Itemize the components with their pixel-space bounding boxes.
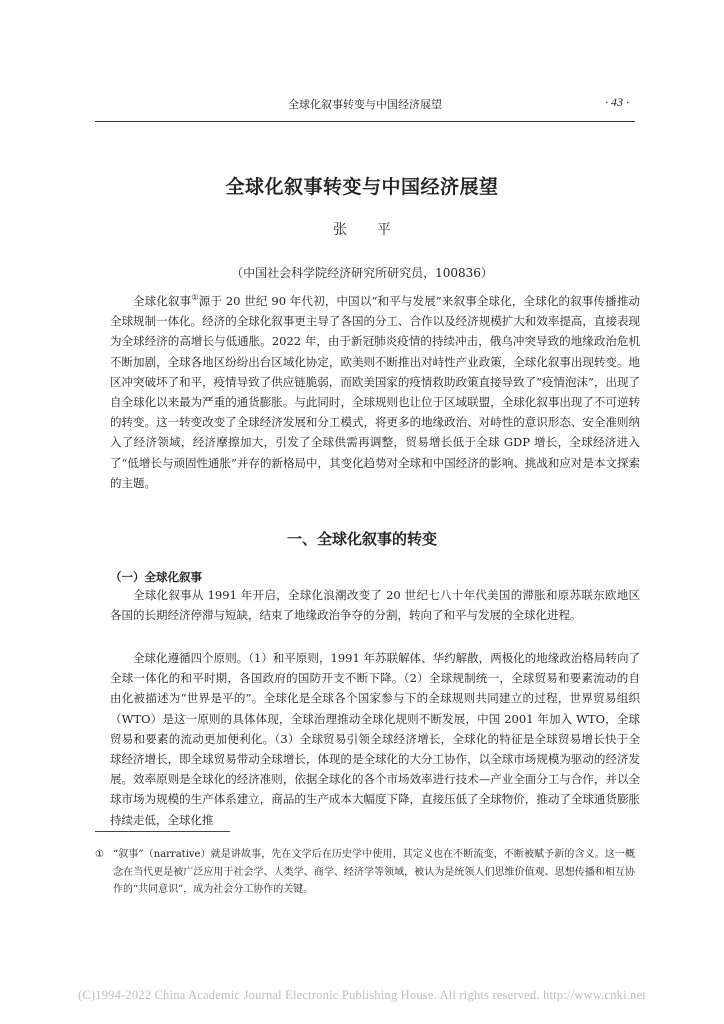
footnote	[95, 846, 635, 899]
body-paragraph: 全球化遵循四个原则。（1）和平原则，1991 年苏联解体、华约解散，两极化的地缘政治格局转向了全球一体化的和平时期，各国政府的国防开支不断下降。（2）全球规制统一，全球贸易和要素流动的自由化被描述为“世界是平的”。全球化是全球各个国家参与下的全球规则共同建立的过程，世界贸易组织（WTO）是这一原则的具体体现，全球治理推动全球化规则不断发展，中国 2001 年加入 WTO，全球贸易和要素的流动更加便利化。（3）全球贸易引领全球经济增长，全球化的特征是全球贸易增长快于全球经济增长，即全球贸易带动全球增长，体现的是全球化的大分工协作，以全球市场规模为驱动的经济发展。效率原则是全球化的经济准则，依据全球化的各个市场效率进行技术—产业全面分工与合作，并以全球市场为规模的生产体系建立，商品的生产成本大幅度下降，直接压低了全球物价，推动了全球通货膨胀持续走低，全球化推	[110, 651, 640, 827]
intro-paragraph	[110, 291, 640, 493]
paper-title: 全球化叙事转变与中国经济展望	[225, 176, 499, 198]
running-header	[95, 96, 635, 116]
page-number: · 43 ·	[605, 95, 629, 109]
footnote-text: “叙事”（narrative）就是讲故事，先在文学后在历史学中使用，其定义也在不断流变，不断被赋予新的含义。这一概念在当代更是被广泛应用于社会学、人类学、商学、经济学等领域，被认为是统领人们思维价值观、思想传播和相互协作的“共同意识”，成为社会分工协作的关键。	[113, 849, 635, 895]
subsection-heading: （一）全球化叙事	[110, 570, 202, 584]
running-title: 全球化叙事转变与中国经济展望	[288, 98, 442, 111]
footnote-reference[interactable]: ①	[191, 293, 199, 303]
body-paragraph: 全球化叙事从 1991 年开启，全球化浪潮改变了 20 世纪七八十年代美国的滞胀和原苏联东欧地区各国的长期经济停滞与短缺，结束了地缘政治争夺的分割，转向了和平与发展的全球化进程。	[110, 588, 640, 623]
copyright-watermark: (C)1994-2022 China Academic Journal Electronic Publishing House. All rights reserved. http://www.cnki.net	[77, 988, 646, 1002]
section-heading: 一、全球化叙事的转变	[286, 530, 437, 548]
header-rule	[95, 121, 635, 122]
footnote-mark: ①	[95, 849, 104, 860]
intro-lead: 全球化叙事	[133, 294, 192, 308]
author-affiliation: （中国社会科学院经济研究所研究员，100836）	[231, 266, 493, 280]
footnote-rule	[95, 831, 230, 832]
intro-text: 源于 20 世纪 90 年代初，中国以“和平与发展”来叙事全球化，全球化的叙事传播推动全球规制一体化。经济的全球化叙事更主导了各国的分工、合作以及经济规模扩大和效率提高，直接表现为全球经济的高增长与低通胀。2022 年，由于新冠肺炎疫情的持续冲击，俄乌冲突导致的地缘政治危机不断加剧，全球各地区纷纷出台区域化协定，欧美则不断推出对峙性产业政策，全球化叙事出现转变。地区冲突破坏了和平，疫情导致了供应链脆弱，而欧美国家的疫情救助政策直接导致了“疫情泡沫”，出现了自全球化以来最为严重的通货膨胀。与此同时，全球规则也让位于区域联盟，全球化叙事出现了不可逆转的转变。这一转变改变了全球经济发展和分工模式，将更多的地缘政治、对峙性的意识形态、安全准则纳入了经济领域，经济摩擦加大，引发了全球供需再调整，贸易增长低于全球 GDP 增长，全球经济进入了“低增长与顽固性通胀”并存的新格局中，其变化趋势对全球和中国经济的影响、挑战和应对是本文探索的主题。	[110, 294, 641, 490]
author-name: 张平	[333, 222, 421, 238]
